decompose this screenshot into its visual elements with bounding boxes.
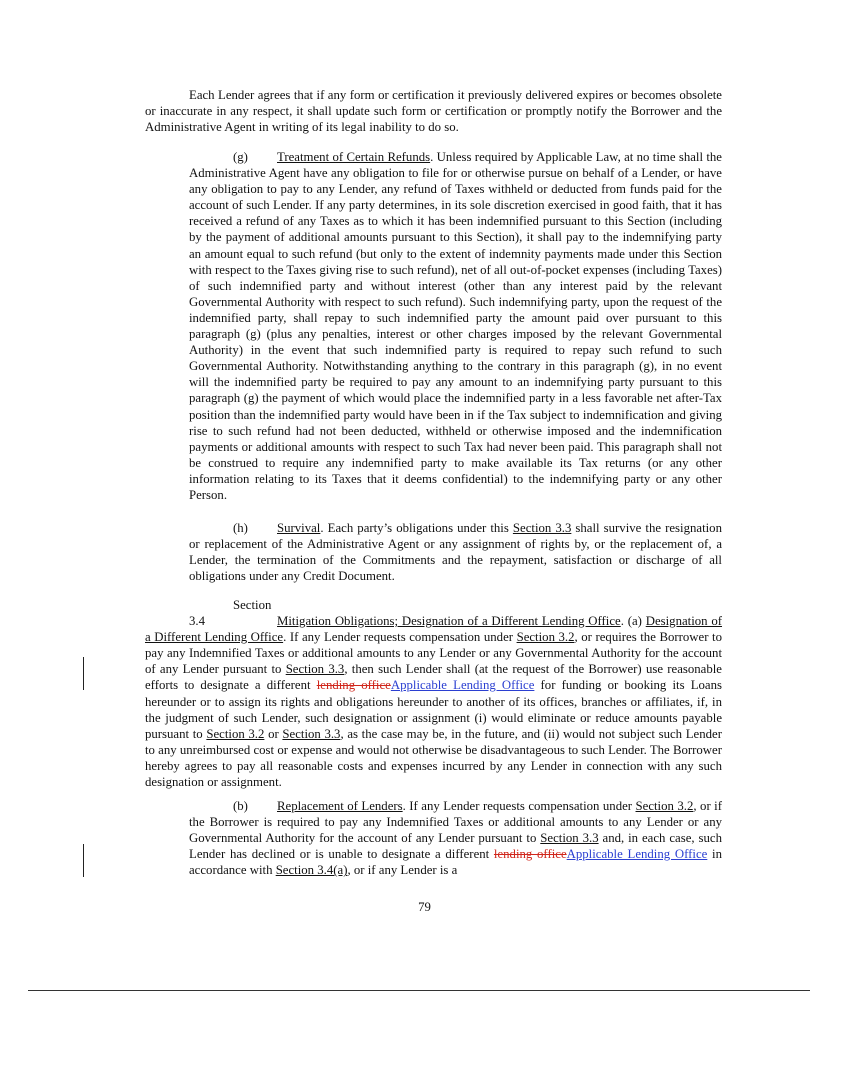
subsection-heading: Designation of a Different Lending Office — [145, 614, 723, 645]
clause-text: shall survive the resignation or replacement of the Administrative Agent or any assignment of rights by, or the replacement of, a Lender, the termination of the Commitments and the repayment, satisfaction or discharge of all obligations under any Credit Document. — [189, 521, 722, 584]
paragraph-h-survival — [189, 520, 722, 584]
clause-label: (g) — [233, 150, 248, 164]
clause-heading: Survival — [277, 521, 321, 535]
clause-text: and, in each case, such Lender has declined or is unable to designate a different — [189, 831, 722, 862]
section-reference: Section 3.3 — [540, 831, 599, 846]
section-text: or — [264, 726, 283, 741]
change-bar — [83, 657, 84, 690]
footer-divider — [28, 990, 810, 991]
inserted-text: Applicable Lending Office — [566, 847, 708, 862]
section-reference: Section 3.2 — [516, 630, 575, 645]
section-3-4-mitigation — [145, 597, 722, 790]
section-text: . (a) — [620, 614, 646, 629]
deleted-text: lending office — [493, 847, 567, 862]
section-label: Section 3.4 — [189, 598, 272, 629]
paragraph-b-replacement — [189, 798, 722, 878]
clause-text: , or if any Lender is a — [347, 863, 458, 878]
clause-heading: Treatment of Certain Refunds — [277, 150, 431, 164]
section-reference: Section 3.4(a) — [275, 863, 348, 878]
section-reference: Section 3.3 — [512, 521, 572, 535]
clause-text: in accordance with — [189, 847, 723, 878]
clause-text: . If any Lender requests compensation under — [402, 799, 636, 813]
clause-heading: Replacement of Lenders — [277, 799, 403, 813]
clause-text: . Unless required by Applicable Law, at no time shall the Administrative Agent have any obligation to file for or otherwise pursue on behalf of a Lender, or have any obligation to pay to any Lender, any refund of Taxes withheld or deducted from funds paid for the account of such Lender. If any party determines, in its sole discretion exercised in good faith, that it has received a refund of any Taxes as to which it has been indemnified pursuant to this Section (including by the payment of additional amounts pursuant to this Section), it shall pay to the indemnifying party an amount equal to such refund (but only to the extent of indemnity payments made under this Section with respect to the Taxes giving rise to such refund), net of all out-of-pocket expenses (including Taxes) of such indemnified party and without interest (other than any interest paid by the relevant Governmental Authority with respect to such refund). Such indemnifying party, upon the request of the indemnified party, shall repay to such indemnified party the amount paid over pursuant to this paragraph (g) (plus any penalties, interest or other charges imposed by the relevant Governmental Authority) in the event that such indemnified party is required to repay such refund to such Governmental Authority. Notwithstanding anything to the contrary in this paragraph (g), in no event will the indemnified party be required to pay any amount to an indemnifying party pursuant to this paragraph (g) the payment of which would place the indemnified party in a less favorable net after-Tax position than the indemnified party would have been in if the Tax subject to indemnification and giving rise to such refund had not been deducted, withheld or otherwise imposed and the indemnification payments or additional amounts with respect to such Tax had never been paid. This paragraph shall not be construed to require any indemnified party to make available its Tax returns (or any other information relating to its Taxes that it deems confidential) to the indemnifying party or any other Person. — [189, 150, 722, 502]
clause-label: (h) — [233, 521, 248, 535]
clause-label: (b) — [233, 799, 248, 813]
paragraph-form-update — [145, 87, 722, 135]
section-reference: Section 3.2 — [206, 726, 265, 741]
clause-text: , or if the Borrower is required to pay any Indemnified Taxes or additional amounts to any Lender or any Governmental Authority for the account of any Lender pursuant to — [189, 799, 722, 846]
section-text: , then such Lender shall (at the request of the Borrower) use reasonable efforts to designate a different — [145, 662, 722, 693]
page-number: 79 — [418, 900, 431, 914]
section-text: , or requires the Borrower to pay any Indemnified Taxes or additional amounts to any Lender or any Governmental Authority for the account of any Lender pursuant to — [145, 630, 722, 677]
paragraph-text: Each Lender agrees that if any form or certification it previously delivered expires or becomes obsolete or inaccurate in any respect, it shall update such form or certification or promptly notify the Borrower and the Administrative Agent in writing of its legal inability to do so. — [145, 88, 722, 135]
change-bar — [83, 844, 84, 877]
section-text: , as the case may be, in the future, and (ii) would not subject such Lender to any unreimbursed cost or expense and would not otherwise be disadvantageous to such Lender. The Borrower hereby agrees to pay all reasonable costs and expenses incurred by any Lender in connection with any such designation or assignment. — [145, 726, 722, 790]
deleted-text: lending office — [316, 678, 391, 693]
section-text: for funding or booking its Loans hereunder or to assign its rights and obligations hereunder to another of its offices, branches or affiliates, if, in the judgment of such Lender, such designation or assignment (i) would eliminate or reduce amounts payable pursuant to — [145, 678, 722, 741]
paragraph-g-refunds — [189, 149, 722, 503]
section-reference: Section 3.3 — [282, 726, 341, 741]
clause-text: . Each party’s obligations under this — [320, 521, 513, 535]
inserted-text: Applicable Lending Office — [390, 678, 535, 693]
section-heading: Mitigation Obligations; Designation of a Different Lending Office — [277, 614, 621, 629]
section-reference: Section 3.3 — [285, 662, 345, 677]
section-reference: Section 3.2 — [635, 799, 694, 813]
section-text: . If any Lender requests compensation under — [283, 630, 517, 645]
